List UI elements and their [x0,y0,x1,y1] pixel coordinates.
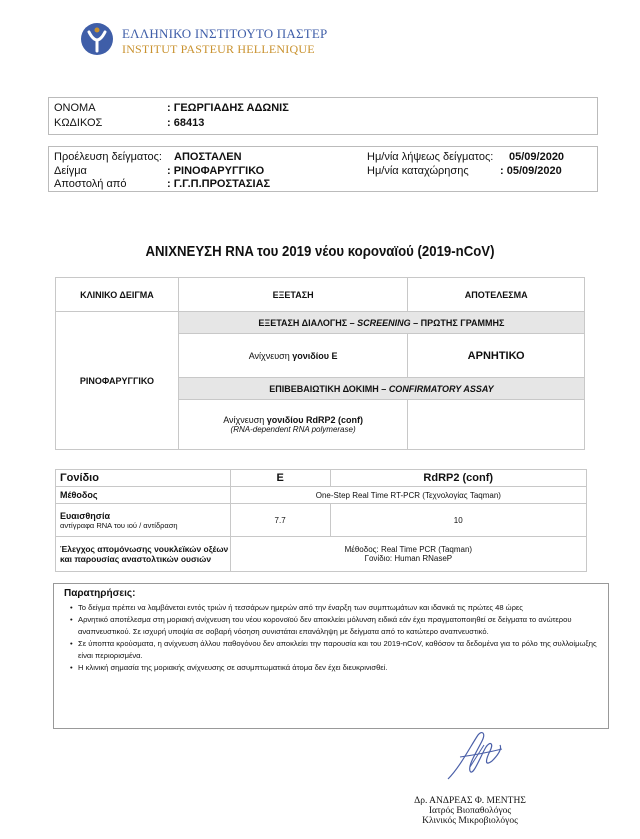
institute-name-french: INSTITUT PASTEUR HELLENIQUE [122,42,315,56]
col-exam-header: ΕΞΕΤΑΣΗ [178,278,407,312]
method-value: One-Step Real Time RT-PCR (Τεχνολογίας Taqman) [230,487,586,504]
report-title: ΑΝΙΧΝΕΥΣΗ RNA του 2019 νέου κοροναϊού (2019-nCoV) [145,243,495,260]
note-item: • Σε ύποπτα κρούσματα, η ανίχνευση άλλου παθογόνου δεν αποκλείει την παρουσία και του 2019-nCoV, καθόσον τα δεδομένα για το ρόλο της συλλοίμωξης είναι περιορισμένα. [70,638,598,662]
sent-from-label: Αποστολή από [54,178,127,190]
sent-from-value: : Γ.Γ.Π.ΠΡΟΣΤΑΣΙΑΣ [167,178,271,190]
code-label: ΚΩΔΙΚΟΣ [54,117,103,129]
results-table [55,277,585,450]
notes-title: Παρατηρήσεις: [64,588,136,599]
sample-box [48,146,598,192]
signature-block [395,796,545,826]
note-item: • Το δείγμα πρέπει να λαμβάνεται εντός τριών ή τεσσάρων ημερών από την έναρξη των συμπτωμάτων και ιδανικά τις πρώτες 48 ώρες [70,602,598,614]
col-sample-header: ΚΛΙΝΙΚΟ ΔΕΙΓΜΑ [56,278,179,312]
origin-value: ΑΠΟΣΤΑΛΕΝ [174,151,242,163]
sensitivity-rdrp: 10 [330,504,587,537]
institute-logo [80,22,114,56]
rdrp-result [408,400,585,450]
registration-date-value: : 05/09/2020 [500,165,562,177]
rdrp-test: Ανίχνευση γονιδίου RdRP2 (conf) (RNA-dependent RNA polymerase) [178,400,407,450]
sample-type-cell: ΡΙΝΟΦΑΡΥΓΓΙΚΟ [56,312,179,450]
collection-date-value: 05/09/2020 [509,151,565,163]
pasteur-logo-icon [80,22,114,56]
name-label: ΟΝΟΜΑ [54,102,96,114]
screening-header: ΕΞΕΤΑΣΗ ΔΙΑΛΟΓΗΣ – SCREENING – ΠΡΩΤΗΣ ΓΡΑΜΜΗΣ [178,312,584,334]
patient-box [48,97,598,135]
sensitivity-e: 7.7 [230,504,330,537]
gene-e-result: ΑΡΝΗΤΙΚΟ [408,334,585,378]
institute-name-greek: ΕΛΛΗΝΙΚΟ ΙΝΣΤΙΤΟΥΤΟ ΠΑΣΤΕΡ [122,26,328,41]
origin-label: Προέλευση δείγματος: [54,151,162,163]
code-value: : 68413 [167,117,205,129]
collection-date-label: Ημ/νία λήψεως δείγματος: [367,151,494,163]
control-value: Μέθοδος: Real Time PCR (Taqman) Γονίδιο: Human RNaseP [230,537,586,572]
gene-e-col: E [230,470,330,487]
sample-type-value: : ΡΙΝΟΦΑΡΥΓΓΙΚΟ [167,165,265,177]
signatory-role-1: Ιατρός Βιοπαθολόγος [428,806,512,816]
gene-rdrp-col: RdRP2 (conf) [330,470,587,487]
signature-icon [440,727,510,787]
notes-box [53,583,609,729]
signatory-name: Δρ. ΑΝΔΡΕΑΣ Φ. ΜΕΝΤΗΣ [414,796,526,806]
control-label: Έλεγχος απομόνωσης νουκλεϊκών οξέων και παρουσίας αναστολτικών ουσιών [56,537,231,572]
registration-date-label: Ημ/νία καταχώρησης [367,165,469,177]
note-item: • Αρνητικό αποτέλεσμα στη μοριακή ανίχνευση του νέου κορονοϊού δεν αποκλείει μόλυνση ειδικά εάν έχει πραγματοποιηθεί σε δείγματα το ανώτερου αναπνευστικού. Σε ισχυρή υποψία σε σοβαρή νόσηση συνιστάται επανάληψη με δείγματα από το κατώτερο αναπνευστικό. [70,614,598,638]
gene-e-test: Ανίχνευση γονιδίου Ε [178,334,407,378]
note-item: • Η κλινική σημασία της μοριακής ανίχνευσης σε ασυμπτωματικά άτομα δεν έχει διευκρινισθεί. [70,662,598,674]
notes-list [64,602,598,674]
method-label: Μέθοδος [56,487,231,504]
results-header-row [56,278,585,312]
name-value: : ΓΕΩΡΓΙΑΔΗΣ ΑΔΩΝΙΣ [167,102,289,114]
signature-scribble [440,727,510,787]
confirmatory-header: ΕΠΙΒΕΒΑΙΩΤΙΚΗ ΔΟΚΙΜΗ – CONFIRMATORY ASSAY [178,378,584,400]
col-result-header: ΑΠΟΤΕΛΕΣΜΑ [408,278,585,312]
sensitivity-label: Ευαισθησία αντίγραφα RNA του ιού / αντίδραση [56,504,231,537]
characteristics-table [55,469,587,572]
gene-label: Γονίδιο [56,470,231,487]
sample-type-label: Δείγμα [54,165,87,177]
signatory-role-2: Κλινικός Μικροβιολόγος [422,816,518,826]
